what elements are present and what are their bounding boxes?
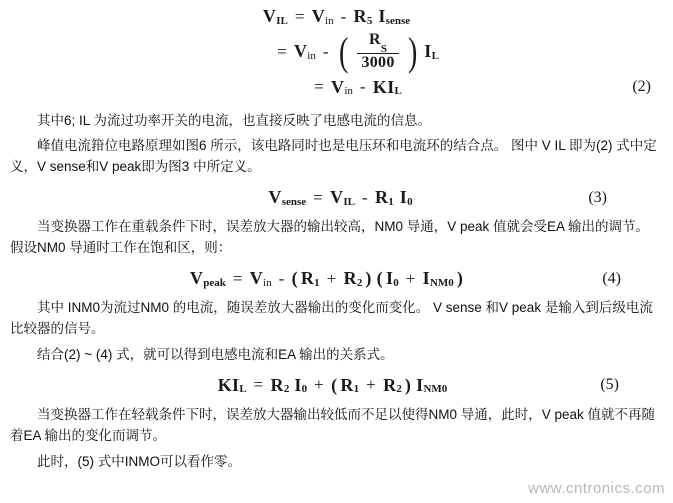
operator-equals: = xyxy=(232,268,243,288)
left-paren: ( xyxy=(291,268,298,289)
left-paren: ( xyxy=(338,28,349,74)
symbol-K: K xyxy=(217,374,232,395)
paragraph-7: 此时，(5) 式中INMO可以看作零。 xyxy=(37,453,241,469)
paragraph-4: 其中 INM0为流过NM0 的电流，随误差放大器输出的变化而变化。 V sense 和V peak 是输入到后级电流比较器的信号。 xyxy=(10,300,653,337)
fraction-numerator xyxy=(365,31,391,56)
fraction-denominator: 3000 xyxy=(361,53,395,71)
operator-plus: + xyxy=(366,375,377,395)
subscript-L: L xyxy=(239,383,247,396)
operator-equals: = xyxy=(314,77,325,97)
operator-equals: = xyxy=(313,187,324,207)
subscript-in: in xyxy=(344,85,353,98)
symbol-R: R xyxy=(340,374,354,395)
subscript-0: 0 xyxy=(301,383,308,396)
subscript-NM0: NM0 xyxy=(423,383,448,396)
equation-expression xyxy=(307,77,402,98)
equation-tag-3: (3) xyxy=(588,188,607,206)
symbol-R: R xyxy=(300,268,315,289)
paragraph-5: 结合(2) ~ (4) 式，就可以得到电感电流和EA 输出的关系式。 xyxy=(37,346,394,362)
subscript-IL: IL xyxy=(276,14,288,27)
subscript-NM0: NM0 xyxy=(429,276,454,289)
symbol-K: K xyxy=(372,76,388,97)
symbol-V: V xyxy=(331,76,345,97)
symbol-V: V xyxy=(189,268,204,289)
operator-minus: - xyxy=(362,187,368,207)
subscript-L: L xyxy=(394,85,402,98)
operator-plus: + xyxy=(326,268,337,288)
paragraph-2: 峰值电流箝位电路原理如图6 所示，该电路同时也是电压环和电流环的结合点。 图中 V IL 即为(2) 式中定义，V sense和V peak即为图3 中所定义。 xyxy=(10,138,657,175)
subscript-0: 0 xyxy=(407,195,413,208)
left-paren: ( xyxy=(331,374,338,395)
operator-equals: = xyxy=(277,41,287,61)
subscript-0: 0 xyxy=(393,276,399,289)
operator-minus: - xyxy=(340,6,347,26)
fraction-Rs-over-3000 xyxy=(357,32,398,72)
symbol-I: I xyxy=(416,374,424,395)
operator-equals: = xyxy=(253,375,264,395)
operator-equals: = xyxy=(294,6,305,26)
right-paren: ) xyxy=(456,268,464,289)
operator-minus: - xyxy=(278,268,285,288)
subscript-2: 2 xyxy=(283,383,290,396)
symbol-V: V xyxy=(330,187,344,208)
subscript-1: 1 xyxy=(388,195,394,208)
operator-plus: + xyxy=(314,375,325,395)
subscript-2: 2 xyxy=(396,383,402,396)
symbol-V: V xyxy=(293,41,308,62)
subscript-2: 2 xyxy=(356,276,363,289)
watermark: www.cntronics.com xyxy=(528,480,665,497)
symbol-V: V xyxy=(262,6,277,26)
subscript-in: in xyxy=(263,276,272,289)
equation-expression xyxy=(268,187,412,208)
symbol-R: R xyxy=(270,374,284,395)
symbol-I: I xyxy=(378,6,386,26)
subscript-L: L xyxy=(431,49,439,62)
subscript-peak: peak xyxy=(203,276,226,289)
subscript-S: S xyxy=(380,43,388,56)
subscript-IL: IL xyxy=(343,195,355,208)
equation-4 xyxy=(0,268,653,289)
paragraph-3: 当变换器工作在重载条件下时，误差放大器的输出较高，NM0 导通，V peak 值就会受EA 输出的调节。 假设NM0 导通时工作在饱和区，则： xyxy=(10,219,650,256)
symbol-I: I xyxy=(294,374,302,395)
symbol-I: I xyxy=(422,268,430,289)
right-paren: ) xyxy=(404,374,412,395)
subscript-in: in xyxy=(325,14,334,27)
symbol-I: I xyxy=(399,187,408,208)
symbol-R: R xyxy=(374,187,389,208)
symbol-I: I xyxy=(387,76,395,97)
symbol-R: R xyxy=(369,31,381,48)
subscript-in: in xyxy=(307,49,316,62)
equation-tag-5: (5) xyxy=(600,376,619,394)
symbol-R: R xyxy=(343,268,357,289)
subscript-sense: sense xyxy=(385,14,411,27)
subscript-1: 1 xyxy=(353,383,360,396)
operator-plus: + xyxy=(405,268,416,288)
symbol-V: V xyxy=(268,187,282,208)
equation-tag-2: (2) xyxy=(632,78,651,96)
symbol-V: V xyxy=(311,6,326,26)
subscript-1: 1 xyxy=(314,276,320,289)
symbol-R: R xyxy=(353,6,367,26)
left-paren: ( xyxy=(376,268,383,289)
equation-expression xyxy=(263,6,410,27)
symbol-R: R xyxy=(383,374,397,395)
subscript-sense: sense xyxy=(281,195,307,208)
symbol-I: I xyxy=(424,41,432,62)
equation-1-line-2 xyxy=(28,28,673,74)
equation-expression xyxy=(218,375,448,396)
subscript-5: 5 xyxy=(366,14,373,27)
symbol-V: V xyxy=(249,268,264,289)
symbol-I: I xyxy=(385,268,394,289)
equation-expression xyxy=(270,28,439,74)
equation-tag-4: (4) xyxy=(602,269,621,287)
symbol-I: I xyxy=(232,374,240,395)
equation-1-line-1 xyxy=(10,6,663,27)
paragraph-1: 其中6; IL 为流过功率开关的电流，也直接反映了电感电流的信息。 xyxy=(37,112,432,128)
equation-5 xyxy=(6,375,659,396)
equation-expression xyxy=(190,268,463,289)
operator-minus: - xyxy=(359,77,366,97)
equation-3 xyxy=(14,187,667,208)
paragraph-6: 当变换器工作在轻载条件下时，误差放大器输出较低而不足以使得NM0 导通，此时，V peak 值就不再随着EA 输出的变化而调节。 xyxy=(10,406,656,443)
operator-minus: - xyxy=(322,41,329,61)
right-paren: ) xyxy=(365,268,372,289)
equation-2 xyxy=(28,77,673,98)
right-paren: ) xyxy=(407,28,418,74)
